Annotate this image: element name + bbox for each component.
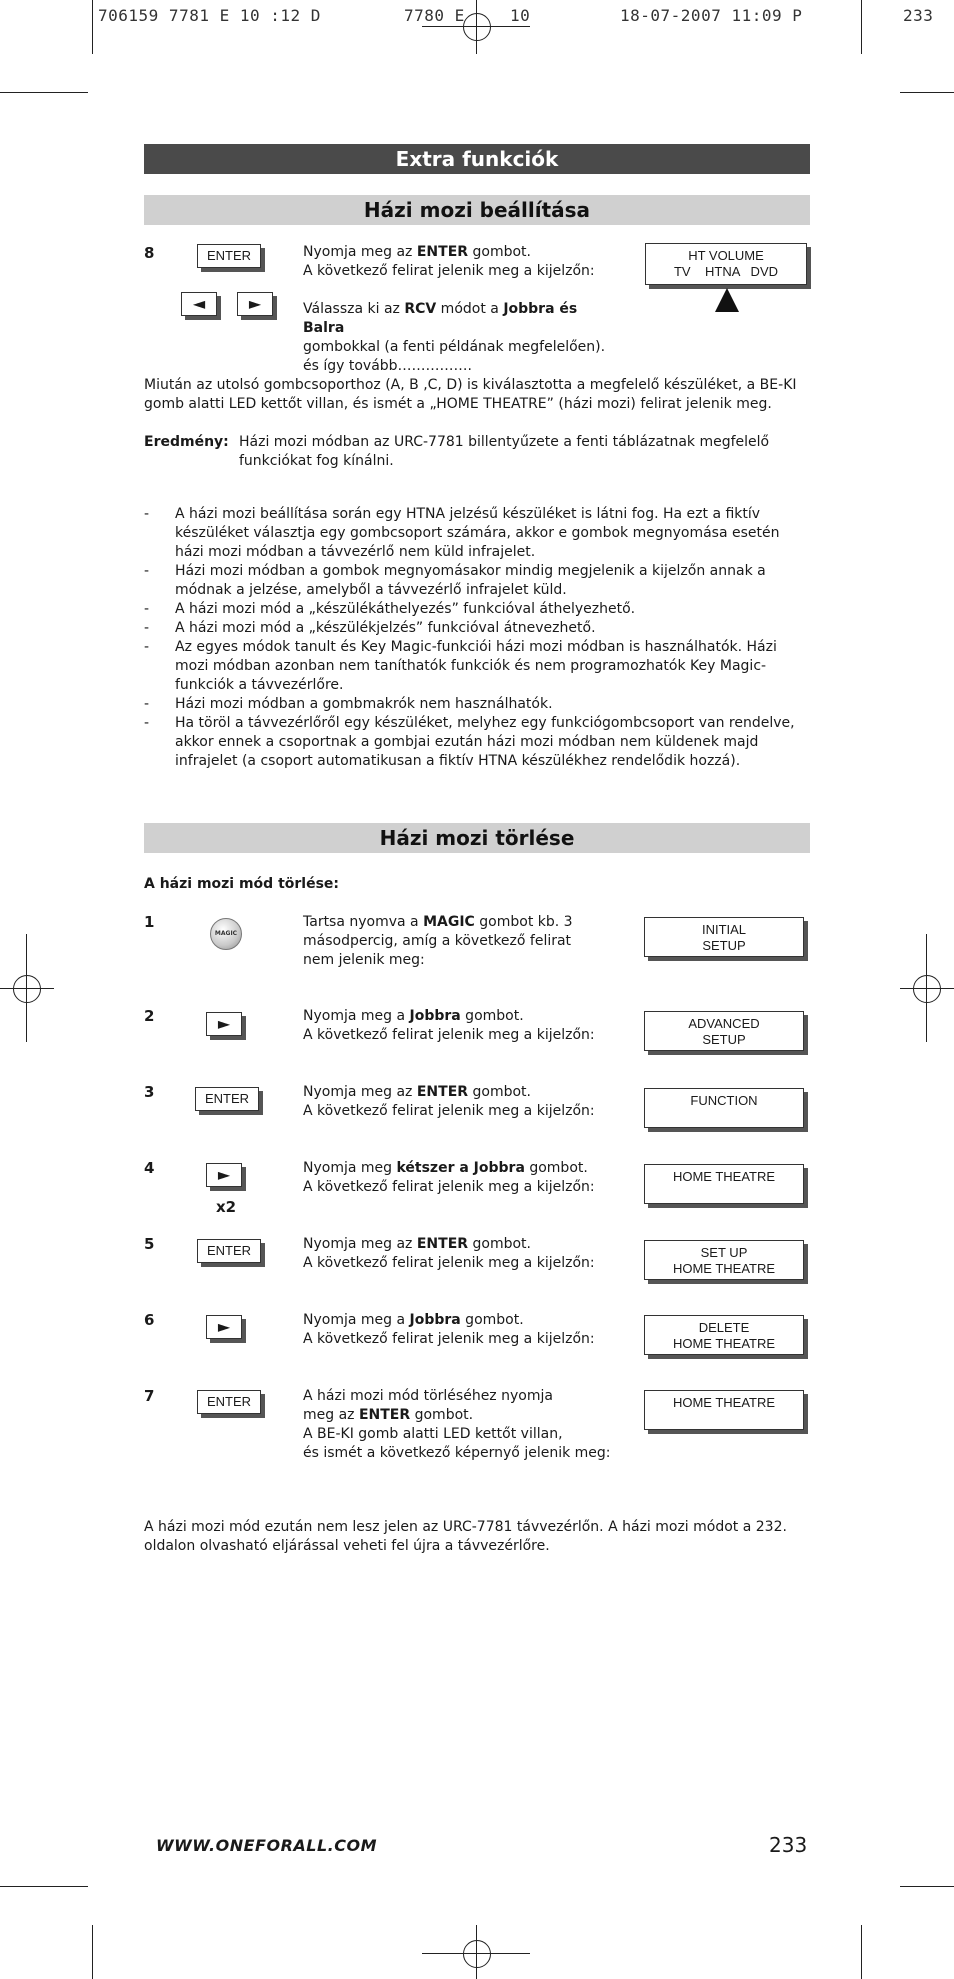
- crop-mark: [861, 0, 862, 54]
- delete-subheading: A házi mozi mód törlése:: [144, 876, 340, 892]
- repeat-count-label: x2: [216, 1198, 237, 1216]
- section-title-setup: Házi mozi beállítása: [144, 195, 810, 225]
- registration-line: [476, 1925, 477, 1979]
- note-item: - Házi mozi módban a gombmakrók nem használhatók.: [144, 696, 553, 712]
- step-number: 4: [144, 1159, 155, 1177]
- right-arrow-button: ►: [206, 1315, 242, 1339]
- crop-mark: [92, 0, 93, 54]
- step-number: 3: [144, 1083, 155, 1101]
- step3-text: Nyomja meg az ENTER gombot. A következő felirat jelenik meg a kijelzőn:: [303, 1084, 595, 1119]
- registration-line: [900, 988, 954, 989]
- right-arrow-button: ►: [206, 1012, 242, 1036]
- magic-button: MAGIC: [210, 918, 242, 950]
- registration-line: [926, 934, 927, 1042]
- lcd-display-function: FUNCTION: [644, 1088, 804, 1128]
- registration-mark-right: [913, 975, 941, 1003]
- lcd-display-home-theatre-final: HOME THEATRE: [644, 1390, 804, 1430]
- enter-button: ENTER: [197, 1239, 261, 1263]
- crop-mark: [900, 1886, 954, 1887]
- note-item: - Ha töröl a távvezérlőről egy készüléket, melyhez egy funkciógombcsoport van rendelve, akkor ennek a csoportnak a gombjai ezután házi mozi módban nem küldenek majd infrajelet (a csoport automatikusan a fiktív HTNA készülékhez rendelődik hozzá).: [144, 715, 795, 769]
- step1-text: Tartsa nyomva a MAGIC gombot kb. 3 másodpercig, amíg a következő felirat nem jelenik meg:: [303, 914, 573, 968]
- crop-mark: [0, 92, 88, 93]
- lcd-display-delete-home-theatre: DELETE HOME THEATRE: [644, 1315, 804, 1355]
- enter-button: ENTER: [195, 1087, 259, 1111]
- crop-mark: [900, 92, 954, 93]
- notes-list: [144, 505, 799, 771]
- crop-mark: [92, 1925, 93, 1979]
- registration-line: [422, 26, 530, 27]
- crop-mark: [0, 1886, 88, 1887]
- right-arrow-button: ►: [206, 1163, 242, 1187]
- print-page: 233: [903, 6, 934, 25]
- right-arrow-button: ►: [237, 292, 273, 316]
- registration-mark-left: [13, 975, 41, 1003]
- registration-mark-top: [463, 13, 491, 41]
- closing-paragraph: A házi mozi mód ezután nem lesz jelen az URC-7781 távvezérlőn. A házi mozi módot a 232. oldalon olvasható eljárással veheti fel újra a távvezérlőre.: [144, 1519, 787, 1554]
- note-item: - A házi mozi mód a „készülékjelzés” funkcióval átnevezhető.: [144, 620, 596, 636]
- registration-line: [0, 988, 54, 989]
- result-label: Eredmény:: [144, 434, 229, 450]
- registration-mark-bottom: [463, 1940, 491, 1968]
- step-number: 7: [144, 1387, 155, 1405]
- step-number: 8: [144, 244, 155, 262]
- step-number: 1: [144, 913, 155, 931]
- lcd-display-advanced-setup: ADVANCED SETUP: [644, 1011, 804, 1051]
- lcd-display-ht-volume: HT VOLUME TV HTNA DVD: [645, 243, 807, 285]
- step-number: 2: [144, 1007, 155, 1025]
- step8-instructions: Nyomja meg az ENTER gombot. A következő felirat jelenik meg a kijelzőn: Válassza ki az RCV módot a Jobbra és Balra gombokkal (a fenti példának megfelelően). és így tovább…………….: [303, 244, 606, 374]
- note-item: - Az egyes módok tanult és Key Magic-funkciói házi mozi módban is használhatók. Házi mozi módban azonban nem taníthatók funkciók és nem programozhatók Key Magic-funkciók a távvezérlőre.: [144, 639, 777, 693]
- step2-text: Nyomja meg a Jobbra gombot. A következő felirat jelenik meg a kijelzőn:: [303, 1008, 595, 1043]
- section-title-delete: Házi mozi törlése: [144, 823, 810, 853]
- left-arrow-button: ◄: [181, 292, 217, 316]
- registration-line: [26, 934, 27, 1042]
- print-number: 10: [510, 6, 531, 25]
- lcd-display-home-theatre: HOME THEATRE: [644, 1164, 804, 1204]
- step-number: 5: [144, 1235, 155, 1253]
- step6-text: Nyomja meg a Jobbra gombot. A következő felirat jelenik meg a kijelzőn:: [303, 1312, 595, 1347]
- lcd-display-setup-home-theatre: SET UP HOME THEATRE: [644, 1240, 804, 1280]
- registration-line: [422, 1953, 530, 1954]
- enter-button: ENTER: [197, 1390, 261, 1414]
- step-number: 6: [144, 1311, 155, 1329]
- section-title-extra: Extra funkciók: [144, 144, 810, 174]
- footer-url-link[interactable]: WWW.ONEFORALL.COM: [156, 1836, 378, 1855]
- step5-text: Nyomja meg az ENTER gombot. A következő felirat jelenik meg a kijelzőn:: [303, 1236, 595, 1271]
- crop-mark: [861, 1925, 862, 1979]
- note-item: - Házi mozi módban a gombok megnyomásakor mindig megjelenik a kijelzőn annak a módnak a jelzése, amelyből a távvezérlő infrajelet küld.: [144, 563, 766, 598]
- selection-pointer-icon: [713, 286, 741, 314]
- paragraph-after-setup: Miután az utolsó gombcsoporthoz (A, B ,C, D) is kiválasztotta a megfelelő készüléket, a BE-KI gomb alatti LED kettőt villan, és ismét a „HOME THEATRE” (házi mozi) felirat jelenik meg.: [144, 377, 797, 412]
- lcd-display-initial-setup: INITIAL SETUP: [644, 917, 804, 957]
- print-model: 7780 E: [404, 6, 465, 25]
- print-datetime: 18-07-2007 11:09 P: [620, 6, 803, 25]
- step4-text: Nyomja meg kétszer a Jobbra gombot. A következő felirat jelenik meg a kijelzőn:: [303, 1160, 595, 1195]
- note-item: - A házi mozi mód a „készülékáthelyezés” funkcióval áthelyezhető.: [144, 601, 636, 617]
- registration-line: [476, 0, 477, 54]
- page-number: 233: [769, 1833, 808, 1857]
- result-text: Házi mozi módban az URC-7781 billentyűzete a fenti táblázatnak megfelelő funkciókat fog kínálni.: [239, 434, 770, 469]
- step7-text: A házi mozi mód törléséhez nyomja meg az ENTER gombot. A BE-KI gomb alatti LED kettőt villan, és ismét a következő képernyő jelenik meg:: [303, 1388, 611, 1461]
- enter-button: ENTER: [197, 244, 261, 268]
- note-item: - A házi mozi beállítása során egy HTNA jelzésű készüléket is látni fog. Ha ezt a fiktív készüléket választja egy gombcsoport számára, akkor e gombok megnyomása esetén házi mozi módban a távvezérlő nem küld infrajelet.: [144, 506, 780, 560]
- print-job-id: 706159 7781 E 10 :12 D: [98, 6, 321, 25]
